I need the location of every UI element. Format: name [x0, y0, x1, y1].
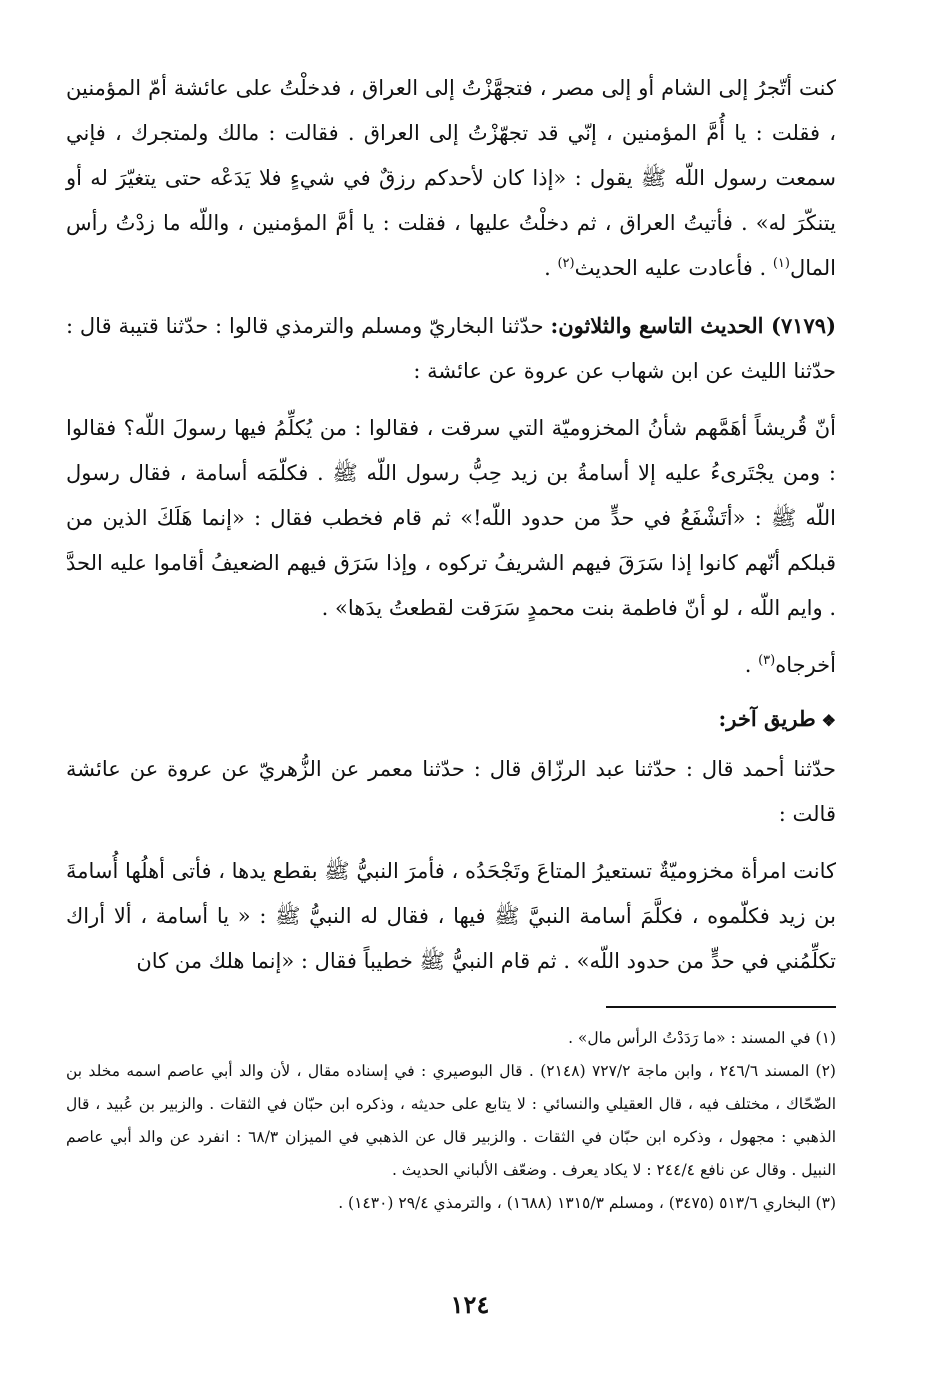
footnote-1: (١) في المسند : «ما رَدَدْتُ الرأس مال» . [568, 1029, 836, 1047]
hadith-chain-paragraph [66, 303, 836, 394]
narration-text-mid: . فأعادت عليه الحديث [574, 256, 773, 280]
other-route-text: كانت امرأة مخزوميّةٌ تستعيرُ المتاعَ وتَجْحَدُه ، فأمرَ النبيُّ ﷺ بقطع يدها ، فأتى أهلُها أُسامةَ بن زيد فكلّموه ، فكلَّمَ أسامة النبيَّ ﷺ فيها ، فقال له النبيُّ ﷺ : « يا أسامة ، ألا أراك تكلِّمُني في حدٍّ من حدود اللّه» . ثم قام النبيُّ ﷺ خطيباً فقال : «إنما هلك من كان [66, 859, 836, 973]
other-route-heading [66, 696, 836, 743]
takhrij-text: أخرجاه [775, 653, 836, 677]
other-route-title: طريق آخر: [718, 706, 816, 731]
footnote-ref-2: (٢) [557, 256, 575, 271]
footnote-3: (٣) البخاري ٥١٣/٦ (٣٤٧٥) ، ومسلم ١٣١٥/٣ (١٦٨٨) ، والترمذي ٢٩/٤ (١٤٣٠) . [338, 1194, 836, 1212]
footnote-divider [606, 1006, 836, 1008]
takhrij-paragraph [66, 643, 836, 688]
paragraph-narration [66, 66, 836, 291]
other-route-chain: حدّثنا أحمد قال : حدّثنا عبد الرزّاق قال : حدّثنا معمر عن الزُّهريّ عن عروة عن عائشة قالت : [66, 757, 836, 826]
narration-text: كنت أتّجرُ إلى الشام أو إلى مصر ، فتجهَّزْتُ إلى العراق ، فدخلْتُ على عائشة أمّ المؤمنين ، فقلت : يا أُمَّ المؤمنين ، إنّي قد تجهّزْتُ إلى العراق . فقالت : مالك ولمتجرك ، فإني سمعت رسول اللّه ﷺ يقول : «إذا كان لأحدكم رزقٌ في شيءٍ فلا يَدَعْه حتى يتغيّرَ له أو يتنكّرَ له» . فأتيتُ العراق ، ثم دخلْتُ عليها ، فقلت : يا أمَّ المؤمنين ، واللّه ما زدْتُ رأس المال [66, 76, 836, 280]
other-route-text-paragraph [66, 849, 836, 984]
hadith-chain: حدّثنا البخاريّ ومسلم والترمذي قالوا : حدّثنا قتيبة قال : حدّثنا الليث عن ابن شهاب عن عروة عن عائشة : [66, 314, 836, 383]
footnote-ref-3: (٣) [758, 653, 776, 668]
hadith-text-paragraph [66, 406, 836, 631]
footnote-ref-1: (١) [772, 256, 790, 271]
takhrij-end: . [744, 653, 759, 677]
ornament-star-icon: ❖ [821, 711, 836, 730]
narration-text-end: . [544, 256, 558, 280]
footnote-2: (٢) المسند ٢٤٦/٦ ، وابن ماجة ٧٢٧/٢ (٢١٤٨) . قال البوصيري : في إسناده مقال ، لأن والد أبي عاصم اسمه مخلد بن الضّحّاك ، مختلف فيه ، قال العقيلي والنسائي : لا يتابع على حديثه ، وذكره ابن حبّان في الثقات . والزبير بن عُبيد ، قال الذهبي : مجهول ، وذكره ابن حبّان في الثقات . والزبير قال عن الذهبي في الميزان ٦٨/٣ : انفرد عن والد أبي عاصم النبيل . وقال عن نافع ٢٤٤/٤ : لا يكاد يعرف . وضعّف الألباني الحديث . [66, 1062, 836, 1179]
page-number: ١٢٤ [450, 1290, 490, 1319]
hadith-text: أنّ قُريشاً أهَمَّهم شأنُ المخزوميّة التي سرقت ، فقالوا : من يُكلِّمُ فيها رسولَ اللّه؟ فقالوا : ومن يجْتَرىءُ عليه إلا أسامةُ بن زيد حِبُّ رسول اللّه ﷺ . فكلّمَه أسامة ، فقال رسول اللّه ﷺ : «أتَشْفَعُ في حدٍّ من حدود اللّه!» ثم قام فخطب فقال : «إنما هَلَكَ الذين من قبلكم أنّهم كانوا إذا سَرَقَ فيهم الشريفُ تركوه ، وإذا سَرَق فيهم الضعيفُ أقاموا عليه الحدَّ . وايم اللّه ، لو أنّ فاطمة بنت محمدٍ سَرَقت لقطعتُ يدَها» . [66, 416, 836, 620]
hadith-heading: (٧١٧٩) الحديث التاسع والثلاثون: [550, 313, 836, 338]
other-route-chain-paragraph [66, 747, 836, 837]
